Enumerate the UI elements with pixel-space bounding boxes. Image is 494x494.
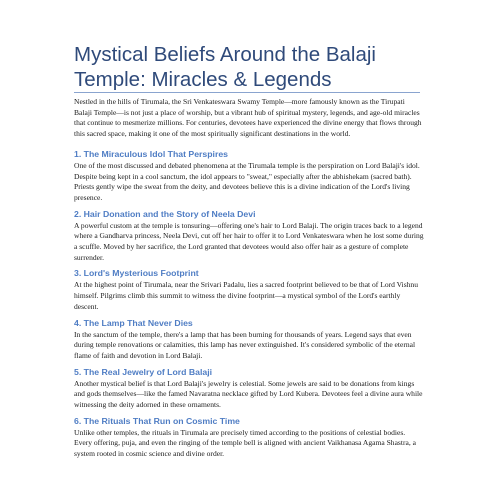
intro-paragraph: Nestled in the hills of Tirumala, the Sri Venkateswara Swamy Temple—more famously known as the Tirupati Balaji Temple—is not just a place of worship, but a vibrant hub of spiritual mystery, legends, and age-old miracles that continue to mesmerize millions. For centuries, devotees have experienced the divine energy that flows through this sacred space, making it one of the most spiritually significant destinations in the world. <box>74 97 422 139</box>
section-body: In the sanctum of the temple, there's a lamp that has been burning for thousands of years. Legend says that even during temple renovations or calamities, this lamp has never extinguished. It's considered symbolic of the eternal flame of faith and devotion in Lord Balaji. <box>74 329 416 360</box>
section-body: Unlike other temples, the rituals in Tirumala are precisely timed according to the positions of celestial bodies. Every offering, puja, and even the ringing of the temple bell is aligned with ancient Vaikhanasa Agama Shastra, a system rooted in cosmic science and divine order. <box>74 427 416 459</box>
document-title: Mystical Beliefs Around the Balaji Temple: Miracles & Legends <box>74 43 376 91</box>
title-divider <box>74 92 420 93</box>
section-body: One of the most discussed and debated phenomena at the Tirumala temple is the perspiration on Lord Balaji's idol. Despite being kept in a cool sanctum, the idol appears to "sweat," especially after the abhishekam (sacred bath). Priests gently wipe the sweat from the deity, and devotees believe this is a divine indication of the Lord's living presence. <box>74 160 420 202</box>
section-heading: 3. Lord's Mysterious Footprint <box>74 268 199 279</box>
section-body: At the highest point of Tirumala, near the Srivari Padalu, lies a sacred footprint believed to be that of Lord Vishnu himself. Pilgrims climb this summit to witness the divine footprint—a mystical symbol of the Lord's earthly descent. <box>74 280 418 311</box>
section-body: A powerful custom at the temple is tonsuring—offering one's hair to Lord Balaji. The origin traces back to a legend where a Gandharva princess, Neela Devi, cut off her hair to offer it to Lord Venkateswara when he lost some during a scuffle. Moved by her sacrifice, the Lord granted that devotees would also offer hair as a gesture of complete surrender. <box>74 220 424 262</box>
section-heading: 4. The Lamp That Never Dies <box>74 317 193 328</box>
section-heading: 2. Hair Donation and the Story of Neela Devi <box>74 208 256 219</box>
section-heading: 5. The Real Jewelry of Lord Balaji <box>74 366 213 377</box>
section-body: Another mystical belief is that Lord Balaji's jewelry is celestial. Some jewels are said to be donations from kings and gods themselves—like the famed Navaratna necklace gifted by Lord Kubera. Devotees feel a divine aura while witnessing the deity adorned in these ornaments. <box>74 378 423 410</box>
section-heading: 1. The Miraculous Idol That Perspires <box>74 148 228 159</box>
section-heading: 6. The Rituals That Run on Cosmic Time <box>74 415 240 426</box>
document-body <box>74 97 424 465</box>
